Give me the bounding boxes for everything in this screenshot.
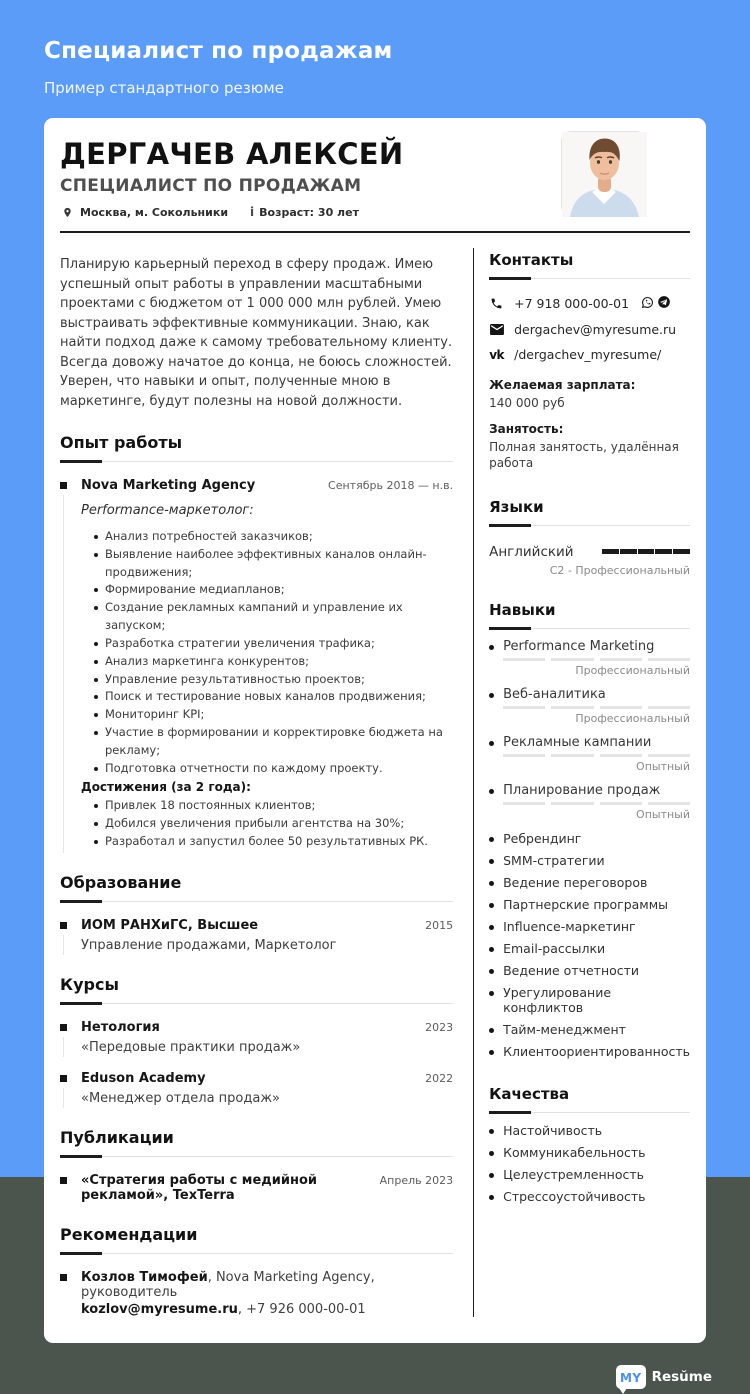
page-subtitle: Пример стандартного резюме	[44, 79, 284, 97]
email-icon	[489, 324, 504, 335]
quality-item: Стрессоустойчивость	[489, 1189, 690, 1204]
experience-entry	[60, 478, 453, 851]
logo-my-text: MY	[619, 1370, 642, 1385]
skill-level-bar	[503, 754, 690, 757]
publication-title: «Стратегия работы с медийной рекламой», TexTerra	[81, 1172, 317, 1203]
section-recommendations	[60, 1225, 453, 1317]
duty-item: Поиск и тестирование новых каналов продвижения;	[94, 688, 453, 706]
duties-list	[81, 528, 453, 777]
skill-name: Рекламные кампании	[489, 735, 690, 750]
section-education	[60, 873, 453, 953]
publications-heading: Публикации	[60, 1127, 174, 1147]
skill-item: Ведение переговоров	[489, 875, 690, 890]
job-role: Performance-маркетолог:	[81, 503, 254, 518]
language-level-bar	[602, 549, 690, 554]
education-title: ИОМ РАНХиГС, Высшее	[81, 917, 259, 933]
rated-skill	[489, 735, 690, 773]
info-icon: i	[250, 205, 255, 219]
duty-item: Анализ потребностей заказчиков;	[94, 528, 453, 546]
employment-block	[489, 422, 690, 471]
logo-resume-text: Resŭme	[651, 1368, 712, 1385]
skill-level-bar	[503, 658, 690, 661]
section-rule	[489, 525, 690, 526]
company-name: Nova Marketing Agency	[81, 478, 256, 493]
skill-item: Influence-маркетинг	[489, 919, 690, 934]
page-title: Специалист по продажам	[44, 38, 393, 64]
skill-item: SMM-стратегии	[489, 853, 690, 868]
salary-label: Желаемая зарплата:	[489, 378, 636, 392]
phone-icon	[489, 297, 504, 310]
vk-row	[489, 347, 690, 362]
duty-item: Разработка стратегии увеличения трафика;	[94, 635, 453, 653]
location-text: Москва, м. Сокольники	[80, 205, 229, 219]
course-entry-header	[81, 1071, 453, 1086]
section-publications	[60, 1128, 453, 1203]
duty-item: Мониторинг KPI;	[94, 706, 453, 724]
course-entry	[60, 1071, 453, 1106]
skill-level-label: Профессиональный	[575, 663, 690, 677]
language-level-label: C2 - Профессиональный	[549, 563, 690, 577]
referee-company-role: , Nova Marketing Agency, руководитель	[81, 1269, 375, 1300]
quality-item: Настойчивость	[489, 1123, 690, 1138]
rated-skill	[489, 687, 690, 725]
publication-entry	[60, 1173, 453, 1203]
sidebar	[473, 248, 690, 1317]
resume-card	[44, 118, 706, 1343]
main-column	[60, 233, 473, 1317]
email-row	[489, 322, 690, 337]
duty-item: Управление результативностью проектов;	[94, 671, 453, 689]
education-subtitle: Управление продажами, Маркетолог	[81, 937, 337, 953]
publication-date: Апрель 2023	[379, 1173, 454, 1187]
rated-skill	[489, 639, 690, 677]
employment-value: Полная занятость, удалённая работа	[489, 440, 679, 471]
education-year: 2015	[425, 918, 454, 932]
publication-entry-header	[81, 1173, 453, 1203]
age-item	[250, 205, 359, 219]
section-contacts	[489, 251, 690, 472]
section-rule	[60, 1253, 453, 1254]
section-rule	[60, 1003, 453, 1004]
duty-item: Участие в формировании и корректировке бюджета на рекламу;	[94, 724, 453, 760]
skill-item: Ведение отчетности	[489, 963, 690, 978]
candidate-meta	[60, 205, 403, 219]
duty-item: Выявление наиболее эффективных каналов онлайн-продвижения;	[94, 546, 453, 582]
resume-header-text	[60, 131, 403, 219]
course-subtitle: «Менеджер отдела продаж»	[81, 1090, 280, 1106]
messenger-icons	[641, 295, 671, 312]
section-rule	[60, 901, 453, 902]
skill-item: Партнерские программы	[489, 897, 690, 912]
skill-name: Веб-аналитика	[489, 687, 690, 702]
skill-name: Планирование продаж	[489, 783, 690, 798]
vk-handle: /dergachev_myresume/	[514, 347, 662, 362]
course-entry	[60, 1020, 453, 1055]
section-rule	[60, 1156, 453, 1157]
section-courses	[60, 975, 453, 1106]
skill-level-bar	[503, 802, 690, 805]
contact-list	[489, 295, 690, 362]
skill-item: Клиентоориентированность	[489, 1044, 690, 1059]
achievement-item: Привлек 18 постоянных клиентов;	[94, 797, 453, 815]
logo-bubble-icon	[616, 1365, 646, 1389]
referee-email: kozlov@myresume.ru	[81, 1301, 238, 1317]
skill-level-bar	[503, 706, 690, 709]
duty-item: Анализ маркетинга конкурентов;	[94, 653, 453, 671]
section-rule	[60, 461, 453, 462]
candidate-name: ДЕРГАЧЕВ АЛЕКСЕЙ	[60, 137, 404, 171]
section-skills	[489, 601, 690, 1059]
qualities-heading: Качества	[489, 1084, 570, 1103]
salary-value: 140 000 руб	[489, 396, 565, 410]
skill-item: Ребрендинг	[489, 831, 690, 846]
section-rule	[489, 278, 690, 279]
duty-item: Создание рекламных кампаний и управление их запуском;	[94, 599, 453, 635]
qualities-list	[489, 1123, 690, 1204]
work-period: Сентябрь 2018 — н.в.	[328, 479, 454, 492]
section-rule	[489, 1112, 690, 1113]
quality-item: Коммуникабельность	[489, 1145, 690, 1160]
plain-skills-list	[489, 831, 690, 1059]
course-year: 2022	[425, 1071, 454, 1085]
course-title: Нетология	[81, 1019, 160, 1035]
skill-item: Урегулирование конфликтов	[489, 985, 690, 1015]
section-languages	[489, 498, 690, 577]
education-heading: Образование	[60, 872, 182, 892]
location-pin-icon	[60, 206, 75, 219]
achievement-item: Добился увеличения прибыли агентства на 30%;	[94, 815, 453, 833]
quality-item: Целеустремленность	[489, 1167, 690, 1182]
vk-icon: vk	[489, 347, 505, 362]
candidate-position: СПЕЦИАЛИСТ ПО ПРОДАЖАМ	[60, 176, 362, 196]
language-name: Английский	[489, 543, 574, 560]
rated-skill	[489, 783, 690, 821]
contacts-heading: Контакты	[489, 251, 574, 269]
email-address: dergachev@myresume.ru	[514, 322, 677, 337]
recommendation-line1	[81, 1270, 453, 1300]
profile-photo	[561, 131, 646, 216]
course-title: Eduson Academy	[81, 1070, 206, 1086]
skill-item: Email-рассылки	[489, 941, 690, 956]
section-rule	[489, 628, 690, 629]
language-row	[489, 544, 690, 560]
achievement-item: Разработал и запустил более 50 результативных РК.	[94, 833, 453, 851]
section-qualities	[489, 1085, 690, 1204]
course-entry-header	[81, 1020, 453, 1035]
courses-heading: Курсы	[60, 974, 119, 994]
skill-name: Performance Marketing	[489, 639, 690, 654]
skill-level-label: Опытный	[636, 807, 690, 821]
languages-heading: Языки	[489, 497, 544, 516]
achievements-label: Достижения (за 2 года):	[81, 780, 251, 795]
age-text: Возраст: 30 лет	[259, 205, 359, 219]
duty-item: Формирование медиапланов;	[94, 581, 453, 599]
about-text: Планирую карьерный переход в сферу продаж. Имею успешный опыт работы в управлении масштабными проектами с бюджетом от 1 000 000 млн рублей. Умею выстраивать эффективные коммуникации. Знаю, как найти подход даже к самому требовательному клиенту. Всегда довожу начатое до конца, не боюсь сложностей. Уверен, что навыки и опыт, полученные мною в маркетинге, будут полезны на новой должности.	[60, 257, 453, 409]
experience-heading: Опыт работы	[60, 433, 183, 452]
achievements-list	[81, 797, 453, 850]
phone-number: +7 918 000-00-01	[514, 296, 630, 311]
duty-item: Подготовка отчетности по каждому проекту.	[94, 760, 453, 778]
telegram-icon	[657, 295, 671, 312]
course-year: 2023	[425, 1020, 454, 1034]
skill-level-label: Профессиональный	[575, 711, 690, 725]
recommendations-heading: Рекомендации	[60, 1224, 198, 1244]
phone-row	[489, 295, 690, 312]
resume-body	[60, 233, 690, 1317]
employment-label: Занятость:	[489, 422, 564, 437]
section-experience	[60, 433, 453, 851]
salary-block	[489, 378, 690, 411]
education-entry-header	[81, 918, 453, 933]
page-header	[0, 0, 750, 97]
skills-heading: Навыки	[489, 600, 556, 619]
education-entry	[60, 918, 453, 953]
skill-level-label: Опытный	[636, 759, 690, 773]
recommendation-entry	[60, 1270, 453, 1317]
referee-phone: , +7 926 000-00-01	[237, 1301, 366, 1317]
recommendation-line2	[81, 1302, 453, 1317]
experience-entry-header	[81, 478, 453, 493]
skill-item: Тайм-менеджмент	[489, 1022, 690, 1037]
referee-name: Козлов Тимофей	[81, 1269, 208, 1285]
location-item	[60, 206, 228, 219]
course-subtitle: «Передовые практики продаж»	[81, 1039, 301, 1055]
resume-header	[60, 131, 690, 219]
whatsapp-icon	[641, 296, 654, 312]
myresume-logo[interactable]	[616, 1365, 712, 1389]
footer	[0, 1343, 750, 1389]
